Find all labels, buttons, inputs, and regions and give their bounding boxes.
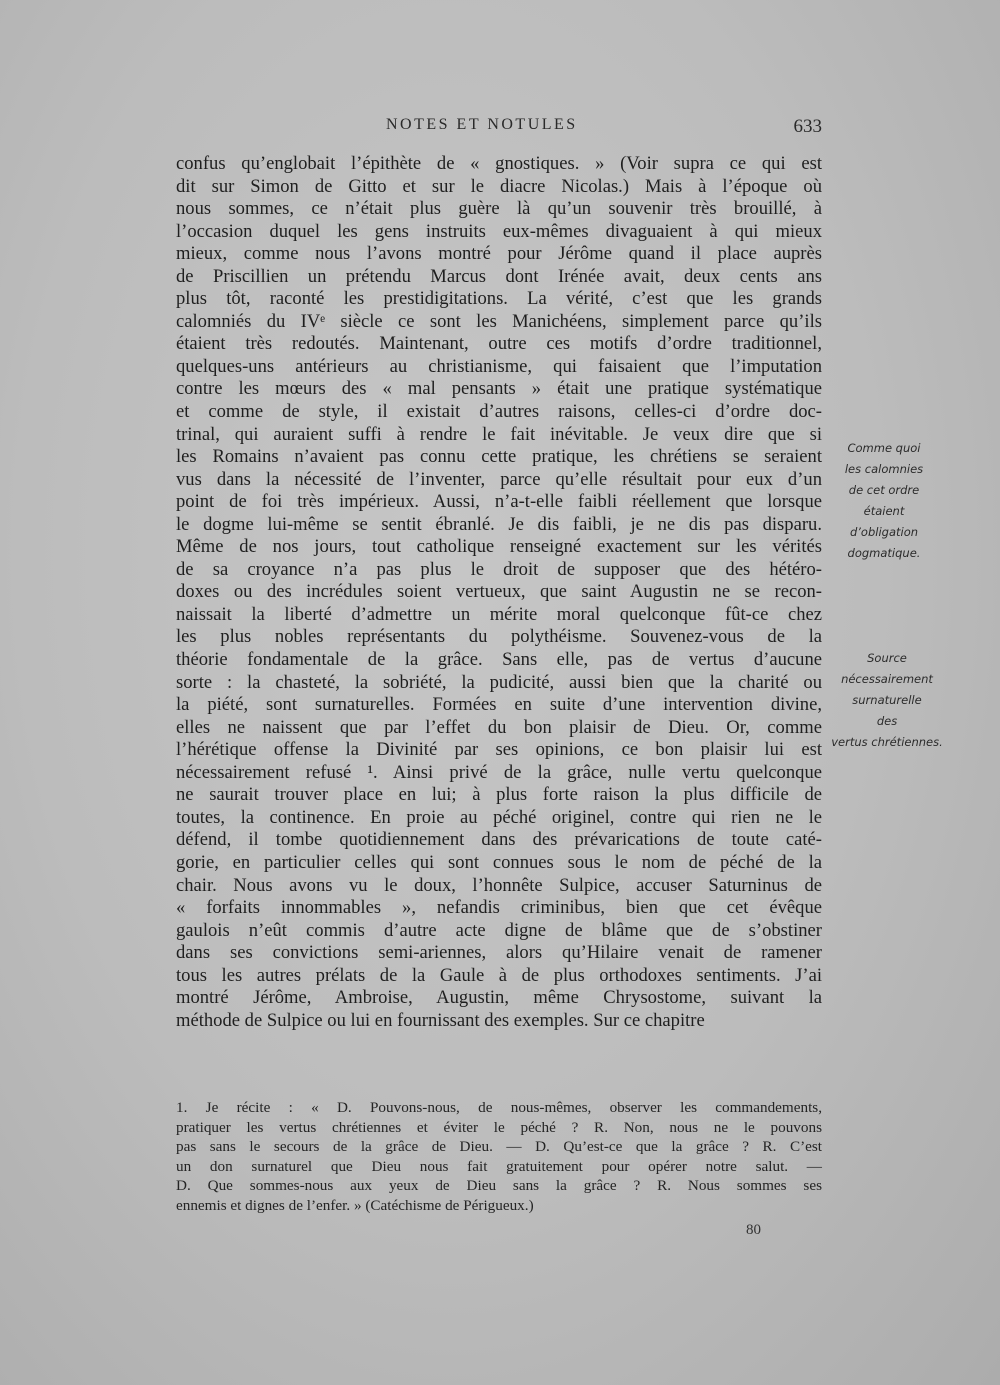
- footnote-line: pratiquer les vertus chrétiennes et éviter le péché ? R. Non, nous ne le pouvons: [176, 1118, 822, 1136]
- text-line: vus dans la nécessité de l’inventer, parce qu’elle résultait pour eux d’un: [176, 468, 822, 490]
- text-line: de sa croyance n’a pas plus le droit de supposer que des hétéro-: [176, 558, 822, 580]
- text-line: dans ses convictions semi-ariennes, alors qu’Hilaire venait de ramener: [176, 942, 822, 964]
- signature-mark: 80: [746, 1222, 761, 1238]
- text-line: quelques-uns antérieurs au christianisme, qui faisaient que l’imputation: [176, 355, 822, 377]
- text-line: Même de nos jours, tout catholique renseigné exactement sur les vérités: [176, 536, 822, 558]
- footnote-line: D. Que sommes-nous aux yeux de Dieu sans la grâce ? R. Nous sommes ses: [176, 1177, 822, 1195]
- footnote-line: pas sans le secours de la grâce de Dieu. — D. Qu’est-ce que la grâce ? R. C’est: [176, 1138, 822, 1156]
- body-text: [176, 153, 822, 1032]
- text-line: la piété, sont surnaturelles. Formées en suite d’une intervention divine,: [176, 694, 822, 716]
- text-line: de Priscillien un prétendu Marcus dont Irénée avait, deux cents ans: [176, 265, 822, 287]
- text-line: nous sommes, ce n’était plus guère là qu’un souvenir très brouillé, à: [176, 198, 822, 220]
- sidenote-line: vertus chrétiennes.: [831, 735, 943, 749]
- text-line: gorie, en particulier celles qui sont connues sous le nom de péché de la: [176, 851, 822, 873]
- text-line: l’occasion duquel les gens instruits eux-mêmes divaguaient à qui mieux: [176, 220, 822, 242]
- text-line: nécessairement refusé ¹. Ainsi privé de la grâce, nulle vertu quelconque: [176, 761, 822, 783]
- sidenote-line: nécessairement: [841, 672, 933, 686]
- text-line: contre les mœurs des « mal pensants » était une pratique systématique: [176, 378, 822, 400]
- footnote-line: ennemis et dignes de l’enfer. » (Catéchisme de Périgueux.): [176, 1196, 534, 1214]
- text-line: calomniés du IVᵉ siècle ce sont les Manichéens, simplement parce qu’ils: [176, 310, 822, 332]
- text-line: le dogme lui-même se sentit ébranlé. Je dis faibli, je ne dis pas disparu.: [176, 513, 822, 535]
- sidenote-line: Source: [867, 651, 907, 665]
- text-line: et comme de style, il existait d’autres raisons, celles-ci d’ordre doc-: [176, 401, 822, 423]
- text-line: confus qu’englobait l’épithète de « gnostiques. » (Voir supra ce qui est: [176, 153, 822, 174]
- text-line: ne saurait trouver place en lui; à plus forte raison la plus difficile de: [176, 784, 822, 806]
- text-line: plus tôt, raconté les prestidigitations. La vérité, c’est que les grands: [176, 288, 822, 310]
- text-line: trinal, qui auraient suffi à rendre le fait inévitable. Je veux dire que si: [176, 423, 822, 445]
- text-line: étaient très redoutés. Maintenant, outre ces motifs d’ordre traditionnel,: [176, 333, 822, 355]
- footnote-line: 1. Je récite : « D. Pouvons-nous, de nous-mêmes, observer les commandements,: [176, 1099, 822, 1116]
- margin-note-calomnies: [826, 438, 942, 564]
- text-line: dit sur Simon de Gitto et sur le diacre Nicolas.) Mais à l’époque où: [176, 175, 822, 197]
- sidenote-line: d’obligation: [849, 525, 919, 539]
- page-header: [176, 116, 822, 140]
- text-line: défend, il tombe quotidiennement dans des prévarications de toute caté-: [176, 829, 822, 851]
- text-line: « forfaits innommables », nefandis criminibus, bien que cet évêque: [176, 897, 822, 919]
- sidenote-line: étaient: [863, 504, 905, 518]
- sidenote-line: des: [876, 714, 898, 728]
- text-line: gaulois n’eût commis d’autre acte digne de blâme que de s’obstiner: [176, 919, 822, 941]
- text-line: doxes ou des incrédules soient vertueux, que saint Augustin ne se recon-: [176, 581, 822, 603]
- text-line: elles ne naissent que par l’effet du bon plaisir de Dieu. Or, comme: [176, 716, 822, 738]
- text-line: point de foi très impérieux. Aussi, n’a-t-elle faibli réellement que lorsque: [176, 491, 822, 513]
- text-line: théorie fondamentale de la grâce. Sans elle, pas de vertus d’aucune: [176, 649, 822, 671]
- text-line: chair. Nous avons vu le doux, l’honnête Sulpice, accuser Saturninus de: [176, 874, 822, 896]
- text-line: les plus nobles représentants du polythéisme. Souvenez-vous de la: [176, 626, 822, 648]
- margin-note-vertus: [826, 648, 948, 753]
- sidenote-line: les calomnies: [844, 462, 924, 476]
- sidenote-line: dogmatique.: [847, 546, 921, 560]
- text-line: méthode de Sulpice ou lui en fournissant des exemples. Sur ce chapitre: [176, 1009, 705, 1031]
- text-line: toutes, la continence. En proie au péché originel, contre qui rien ne le: [176, 806, 822, 828]
- text-line: mieux, comme nous l’avons montré pour Jérôme quand il place auprès: [176, 243, 822, 265]
- footnote-line: un don surnaturel que Dieu nous fait gratuitement pour opérer notre salut. —: [176, 1157, 822, 1175]
- text-line: l’hérétique offense la Divinité par ses opinions, ce bon plaisir lui est: [176, 739, 822, 761]
- text-line: tous les autres prélats de la Gaule à de plus orthodoxes sentiments. J’ai: [176, 964, 822, 986]
- footnote: [176, 1098, 822, 1216]
- sidenote-line: Comme quoi: [847, 441, 921, 455]
- sidenote-line: surnaturelle: [852, 693, 922, 707]
- text-line: montré Jérôme, Ambroise, Augustin, même Chrysostome, suivant la: [176, 987, 822, 1009]
- running-head: NOTES ET NOTULES: [386, 116, 578, 133]
- text-line: sorte : la chasteté, la sobriété, la pudicité, aussi bien que la charité ou: [176, 671, 822, 693]
- sidenote-line: de cet ordre: [848, 483, 920, 497]
- page-number: 633: [793, 116, 822, 137]
- text-line: naissait la liberté d’admettre un mérite moral quelconque fût-ce chez: [176, 603, 822, 625]
- text-line: les Romains n’avaient pas connu cette pratique, les chrétiens se seraient: [176, 446, 822, 468]
